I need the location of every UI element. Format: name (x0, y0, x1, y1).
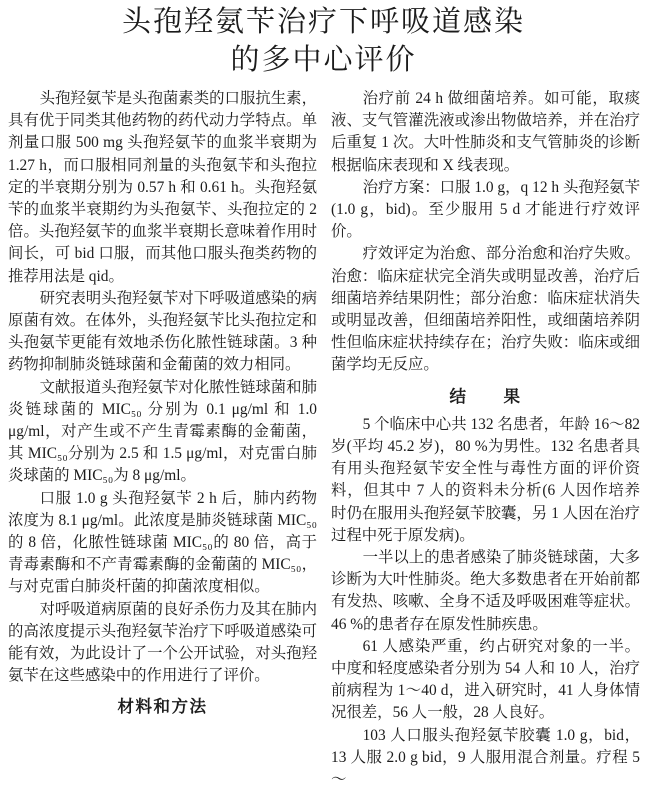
article-title-line1: 头孢羟氨苄治疗下呼吸道感染 (121, 6, 525, 38)
paragraph-dosage-groups: 103 人口服头孢羟氨苄胶囊 1.0 g，bid，13 人服 2.0 g bid，9 人服用混合剂量。疗程 5～ (331, 726, 640, 789)
paragraph-severity-distribution: 61 人感染严重，约占研究对象的一半。中度和轻度感染者分别为 54 人和 10 人，治疗前病程为 1～40 d，进入研究时，41 人身体情况很差，56 人一般，28 人良好。 (331, 637, 640, 722)
paragraph-intro-pharmacokinetics: 头孢羟氨苄是头孢菌素类的口服抗生素，具有优于同类其他药物的药代动力学特点。单剂量口服 500 mg 头孢羟氨苄的血浆半衰期为 1.27 h，而口服相同剂量的头孢氨苄和头孢拉定的半衰期分别为 0.57 h 和 0.61 h。头孢羟氨苄的血浆半衰期约为头孢氨苄、头孢拉定的 2 倍。头孢羟氨苄的血浆半衰期长意味着作用时间长，可 bid 口服，而其他口服头孢类药物的推荐用法是 qid。 (8, 90, 317, 285)
paragraph-efficacy-criteria: 疗效评定为治愈、部分治愈和治疗失败。治愈：临床症状完全消失或明显改善，治疗后细菌培养结果阴性；部分治愈：临床症状消失或明显改善，但细菌培养阳性，或细菌培养阴性但临床症状持续存在；治疗失败：临床或细菌学均无反应。 (331, 245, 640, 374)
article-title (0, 0, 647, 79)
article-title-line2: 的多中心评价 (230, 44, 417, 76)
paragraph-infection-diagnosis: 一半以上的患者感染了肺炎链球菌，大多诊断为大叶性肺炎。绝大多数患者在开始前都有发热、咳嗽、全身不适及呼吸困难等症状。46 %的患者存在原发性肺疾患。 (331, 549, 640, 633)
paragraph-efficacy-pathogens: 研究表明头孢羟氨苄对下呼吸道感染的病原菌有效。在体外，头孢羟氨苄比头孢拉定和头孢氨苄更能有效地杀伤化脓性链球菌。3 种药物抑制肺炎链球菌和金葡菌的效力相同。 (8, 289, 317, 374)
paragraph-lung-concentration: 口服 1.0 g 头孢羟氨苄 2 h 后，肺内药物浓度为 8.1 μg/ml。此浓度是肺炎链球菌 MIC₅₀的 8 倍，化脓性链球菌 MIC₅₀的 80 倍，高于青毒素酶和不产青霉素酶的金葡菌的 MIC₅₀，与对克雷白肺炎杆菌的抑菌浓度相似。 (8, 489, 317, 596)
right-column (331, 88, 640, 791)
paragraph-mic-literature: 文献报道头孢羟氨苄对化脓性链球菌和肺炎链球菌的 MIC₅₀ 分别为 0.1 μg/ml 和 1.0 μg/ml，对产生或不产生青霉素酶的金葡菌，其 MIC₅₀分别为 2.5 和 1.5 μg/ml，对克雷白肺炎球菌的 MIC₅₀为 8 μg/ml。 (8, 378, 317, 485)
left-column (8, 88, 317, 791)
paragraph-open-trial-rationale: 对呼吸道病原菌的良好杀伤力及其在肺内的高浓度提示头孢羟氨苄治疗下呼吸道感染可能有效，为此设计了一个公开试验，对头孢羟氨苄在这些感染中的作用进行了评价。 (8, 600, 317, 685)
paragraph-patient-demographics: 5 个临床中心共 132 名患者，年龄 16～82 岁(平均 45.2 岁)，80 %为男性。132 名患者具有用头孢羟氨苄安全性与毒性方面的评价资料，但其中 7 人的资料未分析(6 人因作培养时仍在服用头孢羟氨苄胶囊，另 1 人因在治疗过程中死于原发病)。 (331, 415, 640, 544)
section-heading-results: 结 果 (449, 386, 522, 406)
section-heading-methods: 材料和方法 (117, 697, 208, 717)
paragraph-bacterial-culture: 治疗前 24 h 做细菌培养。如可能，取痰液、支气管灌洗液或渗出物做培养，并在治疗后重复 1 次。大叶性肺炎和支气管肺炎的诊断根据临床表现和 X 线表现。 (331, 90, 640, 174)
two-column-body (0, 79, 647, 791)
paragraph-treatment-regimen: 治疗方案：口服 1.0 g，q 12 h 头孢羟氨苄(1.0 g，bid)。至少服用 5 d 才能进行疗效评价。 (331, 178, 640, 241)
